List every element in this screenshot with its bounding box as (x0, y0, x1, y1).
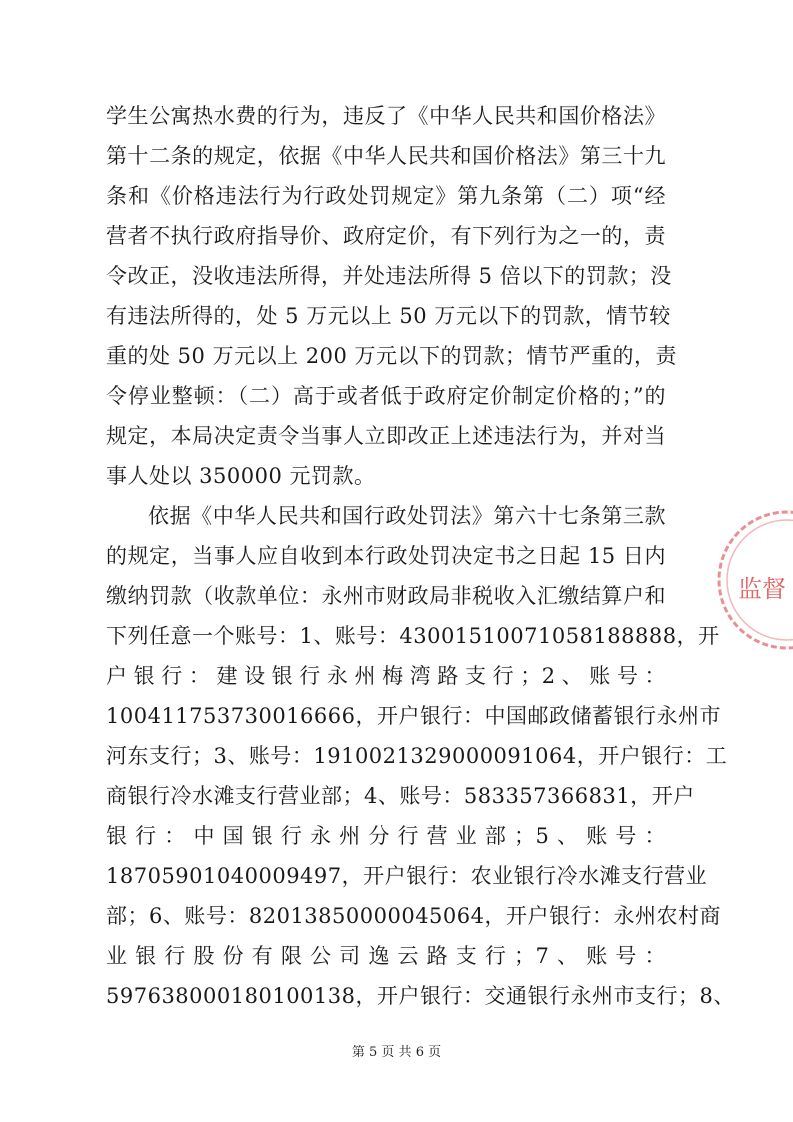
text-line: 第十二条的规定，依据《中华人民共和国价格法》第三十九 (106, 144, 666, 168)
text-line: 缴纳罚款（收款单位：永州市财政局非税收入汇缴结算户和 (106, 584, 666, 608)
official-seal-icon (712, 505, 793, 655)
text-line: 商银行冷水滩支行营业部；4、账号：583357366831，开户 (106, 784, 695, 808)
text-line: 100411753730016666，开户银行：中国邮政储蓄银行永州市 (106, 704, 721, 728)
text-line: 营者不执行政府指导价、政府定价，有下列行为之一的，责 (106, 224, 666, 248)
text-line: 学生公寓热水费的行为，违反了《中华人民共和国价格法》 (106, 104, 666, 128)
text-line: 重的处 50 万元以上 200 万元以下的罚款；情节严重的，责 (106, 344, 678, 368)
text-line: 令停业整顿：（二）高于或者低于政府定价制定价格的；”的 (106, 384, 666, 408)
page-number: 第 5 页 共 6 页 (351, 1045, 442, 1060)
seal-text: 监督 (738, 575, 786, 603)
text-line: 依据《中华人民共和国行政处罚法》第六十七条第三款 (148, 504, 666, 528)
text-line: 的规定，当事人应自收到本行政处罚决定书之日起 15 日内 (106, 544, 666, 568)
text-line: 河东支行；3、账号：1910021329000091064，开户银行：工 (106, 744, 728, 768)
text-line: 下列任意一个账号：1、账号：43001510071058188888，开 (106, 624, 720, 648)
text-line: 597638000180100138，开户银行：交通银行永州市支行；8、 (106, 984, 735, 1008)
text-line: 银行：中国银行永州分行营业部；5、账号： (106, 824, 666, 848)
text-line: 18705901040009497，开户银行：农业银行冷水滩支行营业 (106, 864, 708, 888)
text-line: 户银行：建设银行永州梅湾路支行；2、账号： (106, 664, 666, 688)
text-line: 令改正，没收违法所得，并处违法所得 5 倍以下的罚款；没 (106, 264, 672, 288)
text-line: 部；6、账号：82013850000045064，开户银行：永州农村商 (106, 904, 721, 928)
text-line: 业银行股份有限公司逸云路支行；7、账号： (106, 944, 666, 968)
text-line: 规定，本局决定责令当事人立即改正上述违法行为，并对当 (106, 424, 666, 448)
text-line: 有违法所得的，处 5 万元以上 50 万元以下的罚款，情节较 (106, 304, 671, 328)
text-line: 条和《价格违法行为行政处罚规定》第九条第（二）项“经 (106, 184, 666, 208)
text-line: 事人处以 350000 元罚款。 (106, 464, 376, 488)
